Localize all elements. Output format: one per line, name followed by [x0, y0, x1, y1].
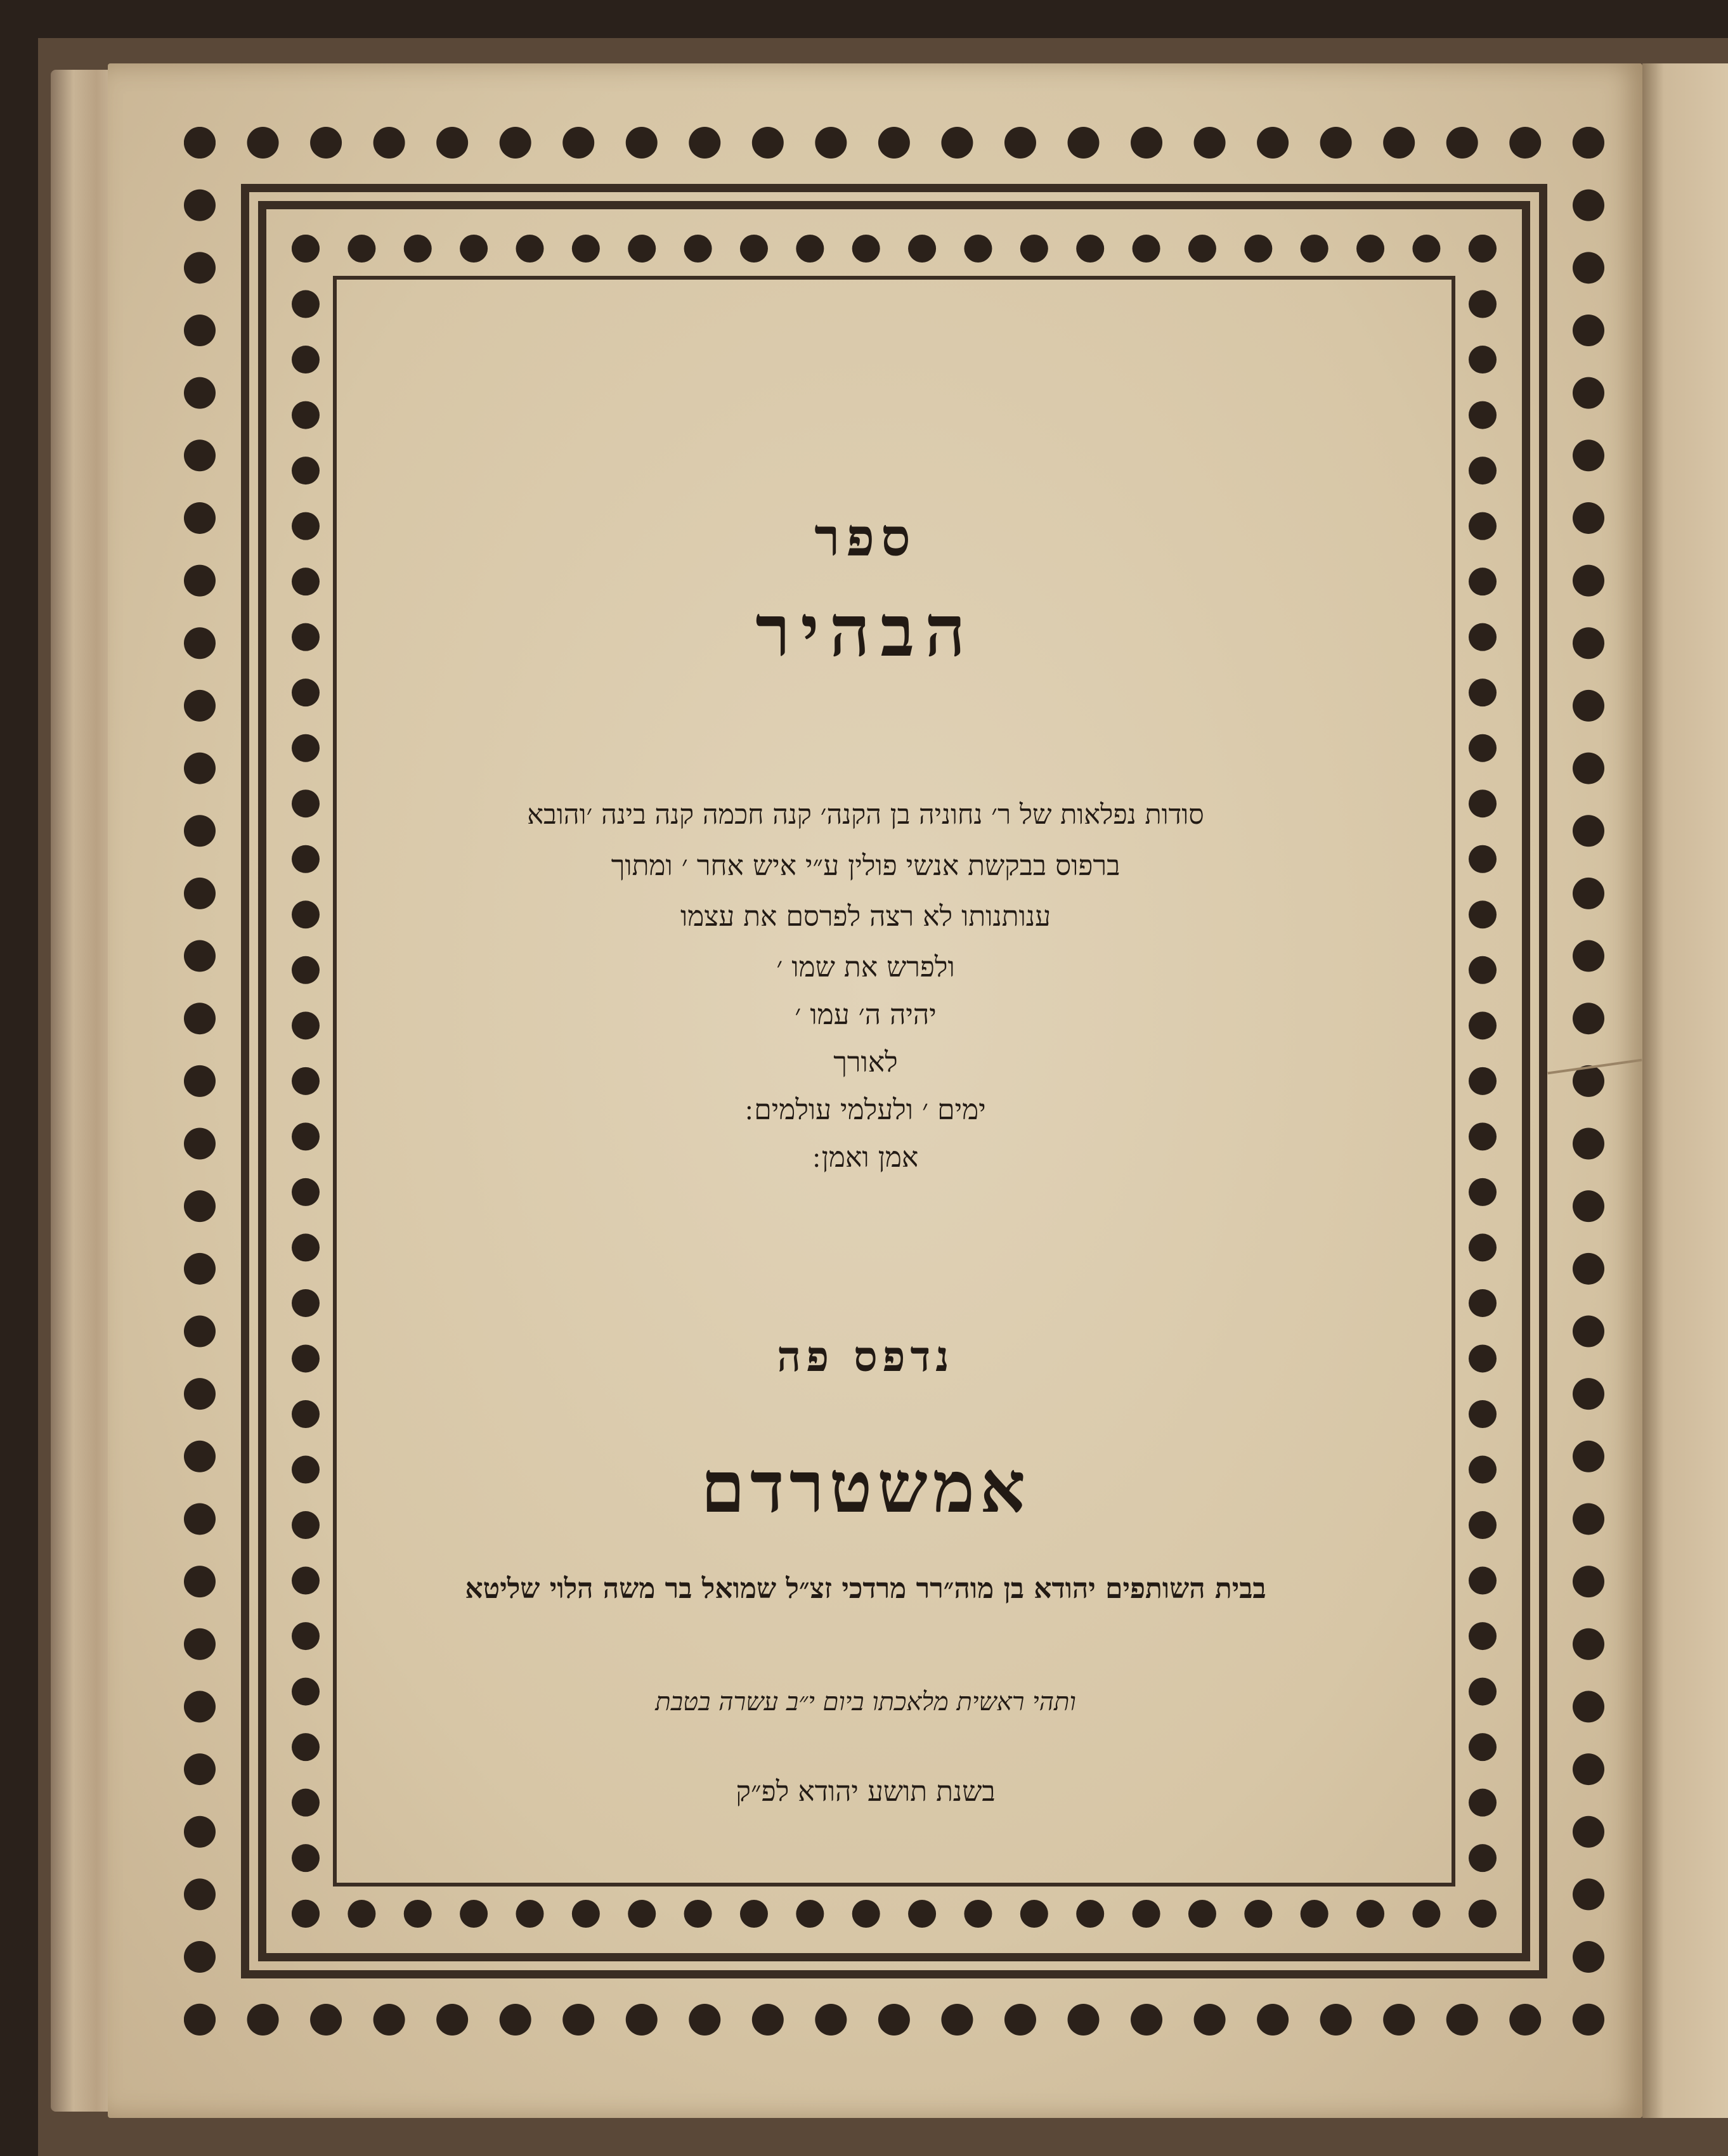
description-line-2: ברפוס בבקשת אנשי פולין ע״י איש אחר ׳ ומתוך — [611, 850, 1121, 882]
start-date-line: ותהי ראשית מלאכתו ביום י״ב עשרה בטבת — [655, 1687, 1076, 1717]
sefer-heading: ספר — [814, 507, 917, 568]
description-line-1: סודות נפלאות של ר׳ נחוניה בן הקנה׳ קנה חכמה קנה בינה ׳והובא — [527, 799, 1204, 831]
description-line-3: ענותנותו לא רצה לפרסם את עצמו — [680, 900, 1051, 933]
city-name: אמשטרדם — [700, 1446, 1031, 1529]
title-page — [108, 63, 1642, 2118]
description-line-4: ולפרש את שמו ׳ — [776, 951, 955, 984]
description-line-7: ימים ׳ ולעלמי עולמים ׃ — [745, 1094, 986, 1126]
description-line-5: יהיה ה׳ עמו ׳ — [795, 999, 937, 1031]
facing-page — [1642, 63, 1728, 2118]
title-block — [380, 457, 1351, 1852]
printer-line: בבית השותפים יהודא בן מוה״רר מרדכי זצ״ל שמואל בר משה הלוי שליטא — [465, 1573, 1266, 1605]
description-line-8: אמן ואמן ׃ — [812, 1141, 919, 1174]
book-title: הבהיר — [755, 590, 976, 673]
printed-here: נדפס פה — [777, 1332, 954, 1381]
description-line-6: לאורך — [833, 1046, 898, 1079]
year-line: בשנת תושע יהודא לפ״ק — [736, 1776, 996, 1808]
